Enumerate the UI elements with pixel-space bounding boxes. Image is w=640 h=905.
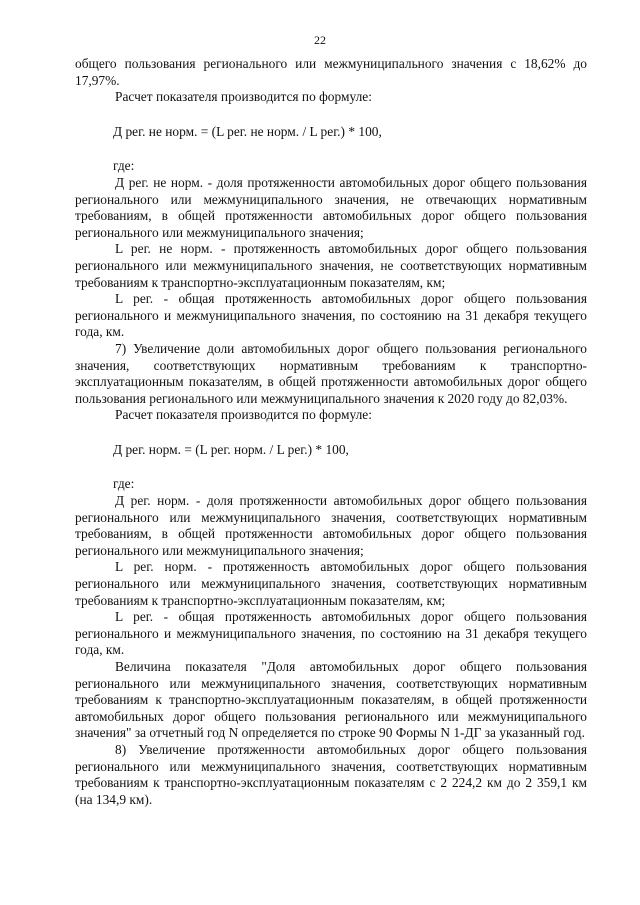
definition-share-not-normative: Д рег. не норм. - доля протяженности автомобильных дорог общего пользования регионального или межмуниципального значения, не отвечающих нормативным требованиям, в общей протяженности автомобильных дорог общего пользования регионального или межмуниципального значения; xyxy=(75,174,587,240)
formula-intro: Расчет показателя производится по формуле: xyxy=(115,89,372,105)
where-label: где: xyxy=(113,476,135,492)
paragraph-continuation: общего пользования регионального или межмуниципального значения с 18,62% до 17,97%. xyxy=(75,56,587,88)
formula-intro: Расчет показателя производится по формуле: xyxy=(115,407,372,423)
indicator-value-paragraph: Величина показателя "Доля автомобильных дорог общего пользования регионального или межмуниципального значения, соответствующих нормативным требованиям к транспортно-эксплуатационным показателям, в общей протяженности автомобильных дорог общего пользования регионального или межмуниципального значения" за отчетный год N определяется по строке 90 Формы N 1-ДГ за указанный год. xyxy=(75,659,587,741)
definition-share-normative: Д рег. норм. - доля протяженности автомобильных дорог общего пользования регионального или межмуниципального значения, соответствующих нормативным требованиям, в общей протяженности автомобильных дорог общего пользования регионального или межмуниципального значения; xyxy=(75,493,587,558)
item-8-paragraph: 8) Увеличение протяженности автомобильных дорог общего пользования регионального или межмуниципального значения, соответствующих нормативным требованиям к транспортно-эксплуатационным показателям с 2 224,2 км до 2 359,1 км (на 134,9 км). xyxy=(75,741,587,807)
definition-length-normative: L рег. норм. - протяженность автомобильных дорог общего пользования регионального или межмуниципального значения, соответствующих нормативным требованиям к транспортно-эксплуатационным показателям, км; xyxy=(75,559,587,608)
definition-length-not-normative: L рег. не норм. - протяженность автомобильных дорог общего пользования регионального или межмуниципального значения, не соответствующих нормативным требованиям к транспортно-эксплуатационным показателям, км; xyxy=(75,241,587,290)
formula-not-normative: Д рег. не норм. = (L рег. не норм. / L рег.) * 100, xyxy=(113,123,382,139)
item-7-paragraph: 7) Увеличение доли автомобильных дорог общего пользования регионального значения, соответствующих нормативным требованиям к транспортно-эксплуатационным показателям, в общей протяженности автомобильных дорог общего пользования регионального или межмуниципального значения к 2020 году до 82,03%. xyxy=(75,340,587,406)
page-number: 22 xyxy=(314,33,326,47)
formula-normative: Д рег. норм. = (L рег. норм. / L рег.) * 100, xyxy=(113,441,349,457)
definition-total-length: L рег. - общая протяженность автомобильных дорог общего пользования регионального и межмуниципального значения, по состоянию на 31 декабря текущего года, км. xyxy=(75,609,587,658)
definition-total-length: L рег. - общая протяженность автомобильных дорог общего пользования регионального и межмуниципального значения, по состоянию на 31 декабря текущего года, км. xyxy=(75,291,587,340)
document-body xyxy=(75,56,587,808)
where-label: где: xyxy=(113,158,135,174)
